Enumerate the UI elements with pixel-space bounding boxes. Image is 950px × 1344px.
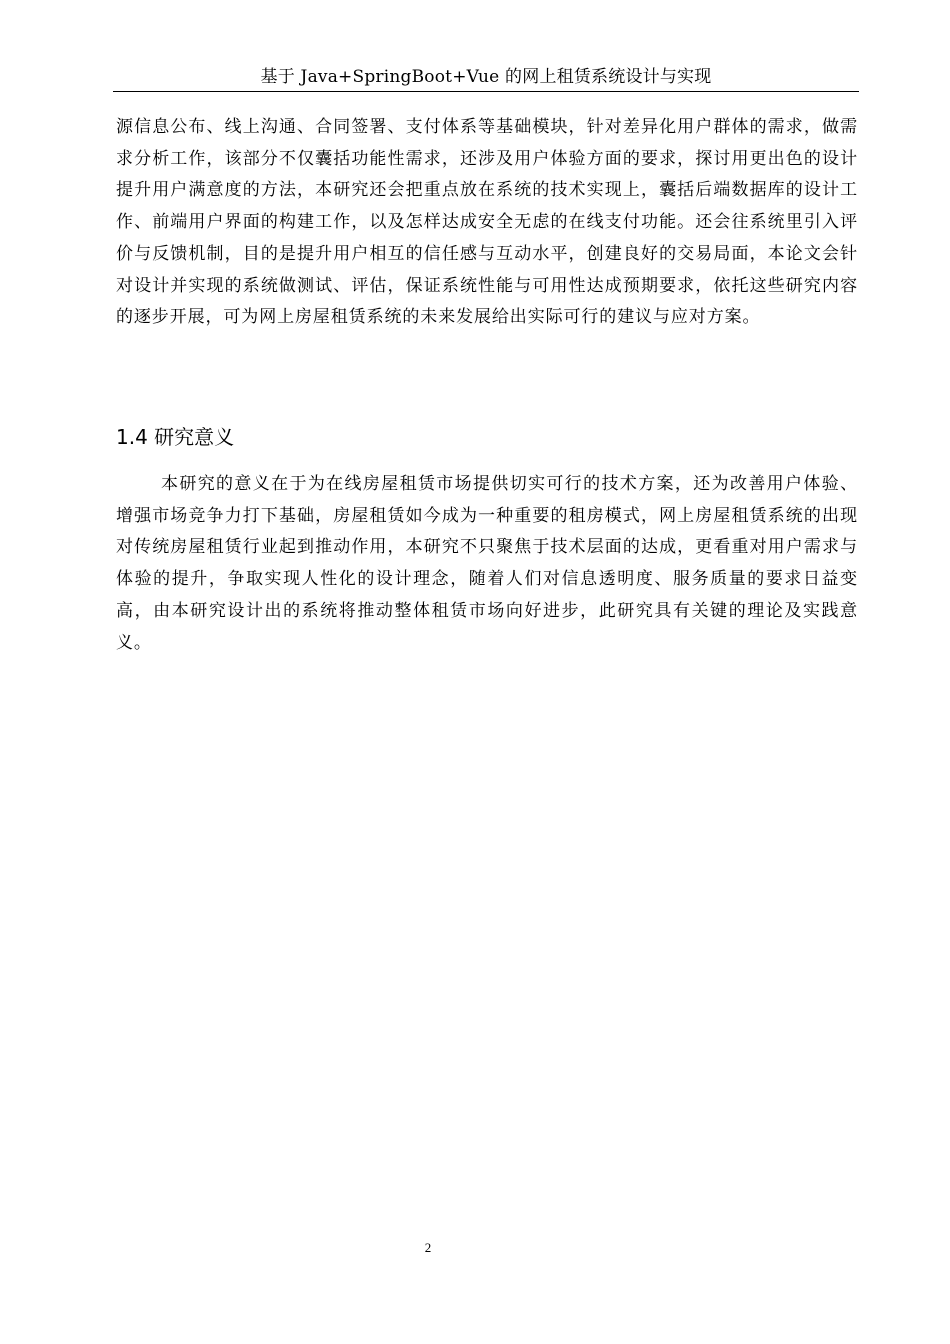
running-header-title: 基于 Java+SpringBoot+Vue 的网上租赁系统设计与实现 [260, 67, 712, 87]
body-paragraph-continued: 源信息公布、线上沟通、合同签署、支付体系等基础模块，针对差异化用户群体的需求，做需求分析工作，该部分不仅囊括功能性需求，还涉及用户体验方面的要求，探讨用更出色的设计提升用户满意度的方法，本研究还会把重点放在系统的技术实现上，囊括后端数据库的设计工作、前端用户界面的构建工作，以及怎样达成安全无虑的在线支付功能。还会往系统里引入评价与反馈机制，目的是提升用户相互的信任感与互动水平，创建良好的交易局面，本论文会针对设计并实现的系统做测试、评估，保证系统性能与可用性达成预期要求，依托这些研究内容的逐步开展，可为网上房屋租赁系统的未来发展给出实际可行的建议与应对方案。 [116, 117, 858, 328]
page-number: 2 [424, 1240, 432, 1255]
header-divider [113, 91, 859, 92]
section-heading-research-significance: 1.4 研究意义 [116, 425, 235, 449]
body-paragraph-research-significance: 本研究的意义在于为在线房屋租赁市场提供切实可行的技术方案，还为改善用户体验、增强市场竞争力打下基础，房屋租赁如今成为一种重要的租房模式，网上房屋租赁系统的出现对传统房屋租赁行业起到推动作用，本研究不只聚焦于技术层面的达成，更看重对用户需求与体验的提升，争取实现人性化的设计理念，随着人们对信息透明度、服务质量的要求日益变高，由本研究设计出的系统将推动整体租赁市场向好进步，此研究具有关键的理论及实践意义。 [116, 474, 858, 653]
